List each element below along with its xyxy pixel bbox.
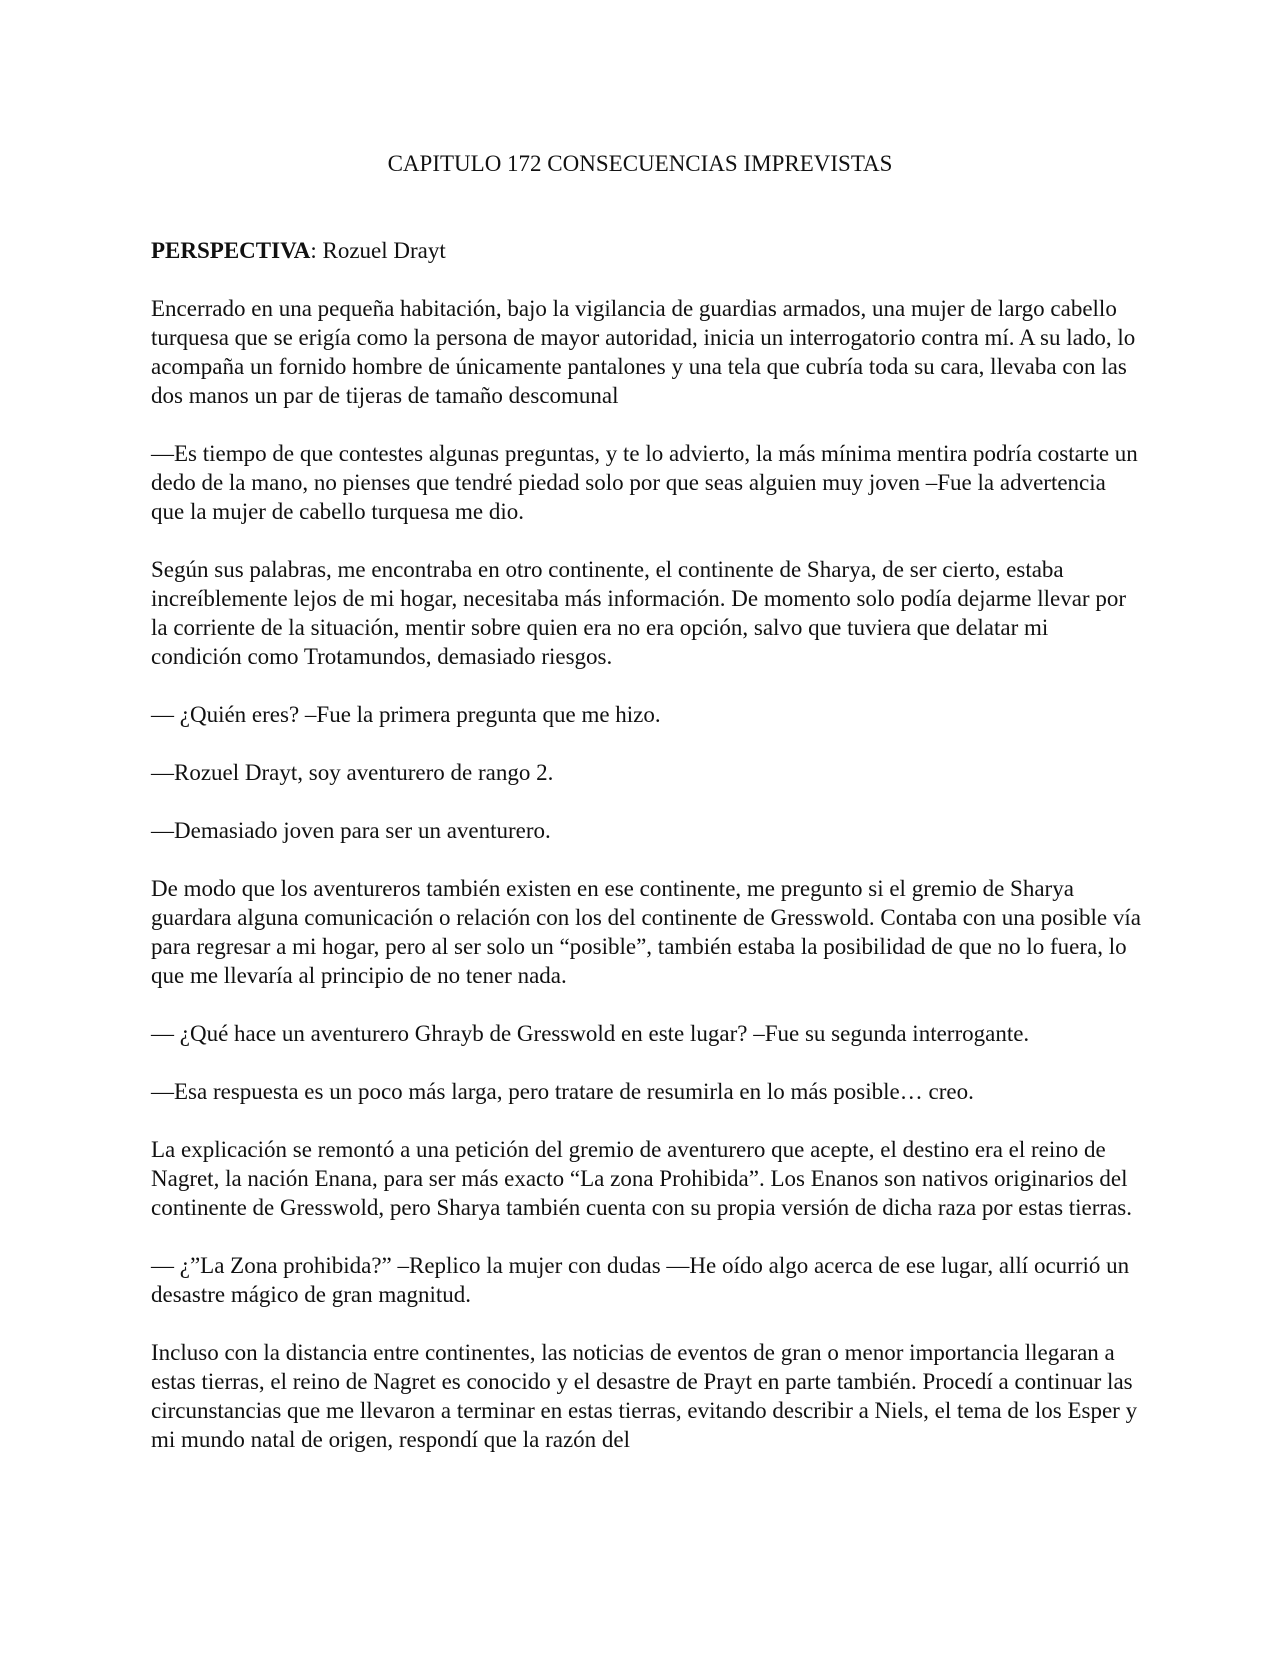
dialogue-line: —Demasiado joven para ser un aventurero.	[151, 818, 551, 843]
document-body	[151, 236, 1141, 1483]
perspective-value: : Rozuel Drayt	[310, 238, 446, 263]
perspective-label: PERSPECTIVA	[151, 238, 311, 263]
paragraph: Incluso con la distancia entre continentes, las noticias de eventos de gran o menor importancia llegaran a estas tierras, el reino de Nagret es conocido y el desastre de Prayt en parte también. Procedí a continuar las circunstancias que me llevaron a terminar en estas tierras, evitando describir a Niels, el tema de los Esper y mi mundo natal de origen, respondí que la razón del	[151, 1340, 1138, 1452]
paragraph: Encerrado en una pequeña habitación, bajo la vigilancia de guardias armados, una mujer de largo cabello turquesa que se erigía como la persona de mayor autoridad, inicia un interrogatorio contra mí. A su lado, lo acompaña un fornido hombre de únicamente pantalones y una tela que cubría toda su cara, llevaba con las dos manos un par de tijeras de tamaño descomunal	[151, 296, 1136, 408]
dialogue-line: —Rozuel Drayt, soy aventurero de rango 2.	[151, 760, 554, 785]
paragraph: —Es tiempo de que contestes algunas preguntas, y te lo advierto, la más mínima mentira podría costarte un dedo de la mano, no pienses que tendré piedad solo por que seas alguien muy joven –Fue la advertencia que la mujer de cabello turquesa me dio.	[151, 441, 1138, 524]
paragraph: La explicación se remontó a una petición del gremio de aventurero que acepte, el destino era el reino de Nagret, la nación Enana, para ser más exacto “La zona Prohibida”. Los Enanos son nativos originarios del continente de Gresswold, pero Sharya también cuenta con su propia versión de dicha raza por estas tierras.	[151, 1137, 1132, 1220]
dialogue-line: —Esa respuesta es un poco más larga, pero tratare de resumirla en lo más posible… creo.	[151, 1079, 974, 1104]
paragraph: De modo que los aventureros también existen en ese continente, me pregunto si el gremio de Sharya guardara alguna comunicación o relación con los del continente de Gresswold. Contaba con una posible vía para regresar a mi hogar, pero al ser solo un “posible”, también estaba la posibilidad de que no lo fuera, lo que me llevaría al principio de no tener nada.	[151, 876, 1141, 988]
chapter-title: CAPITULO 172 CONSECUENCIAS IMPREVISTAS	[387, 151, 893, 176]
dialogue-line: — ¿Quién eres? –Fue la primera pregunta que me hizo.	[151, 702, 661, 727]
perspective-line	[151, 236, 1141, 265]
dialogue-line: — ¿Qué hace un aventurero Ghrayb de Gresswold en este lugar? –Fue su segunda interrogante.	[151, 1021, 1030, 1046]
paragraph: Según sus palabras, me encontraba en otro continente, el continente de Sharya, de ser cierto, estaba increíblemente lejos de mi hogar, necesitaba más información. De momento solo podía dejarme llevar por la corriente de la situación, mentir sobre quien era no era opción, salvo que tuviera que delatar mi condición como Trotamundos, demasiado riesgos.	[151, 557, 1126, 669]
dialogue-line: — ¿”La Zona prohibida?” –Replico la mujer con dudas —He oído algo acerca de ese lugar, allí ocurrió un desastre mágico de gran magnitud.	[151, 1253, 1130, 1307]
